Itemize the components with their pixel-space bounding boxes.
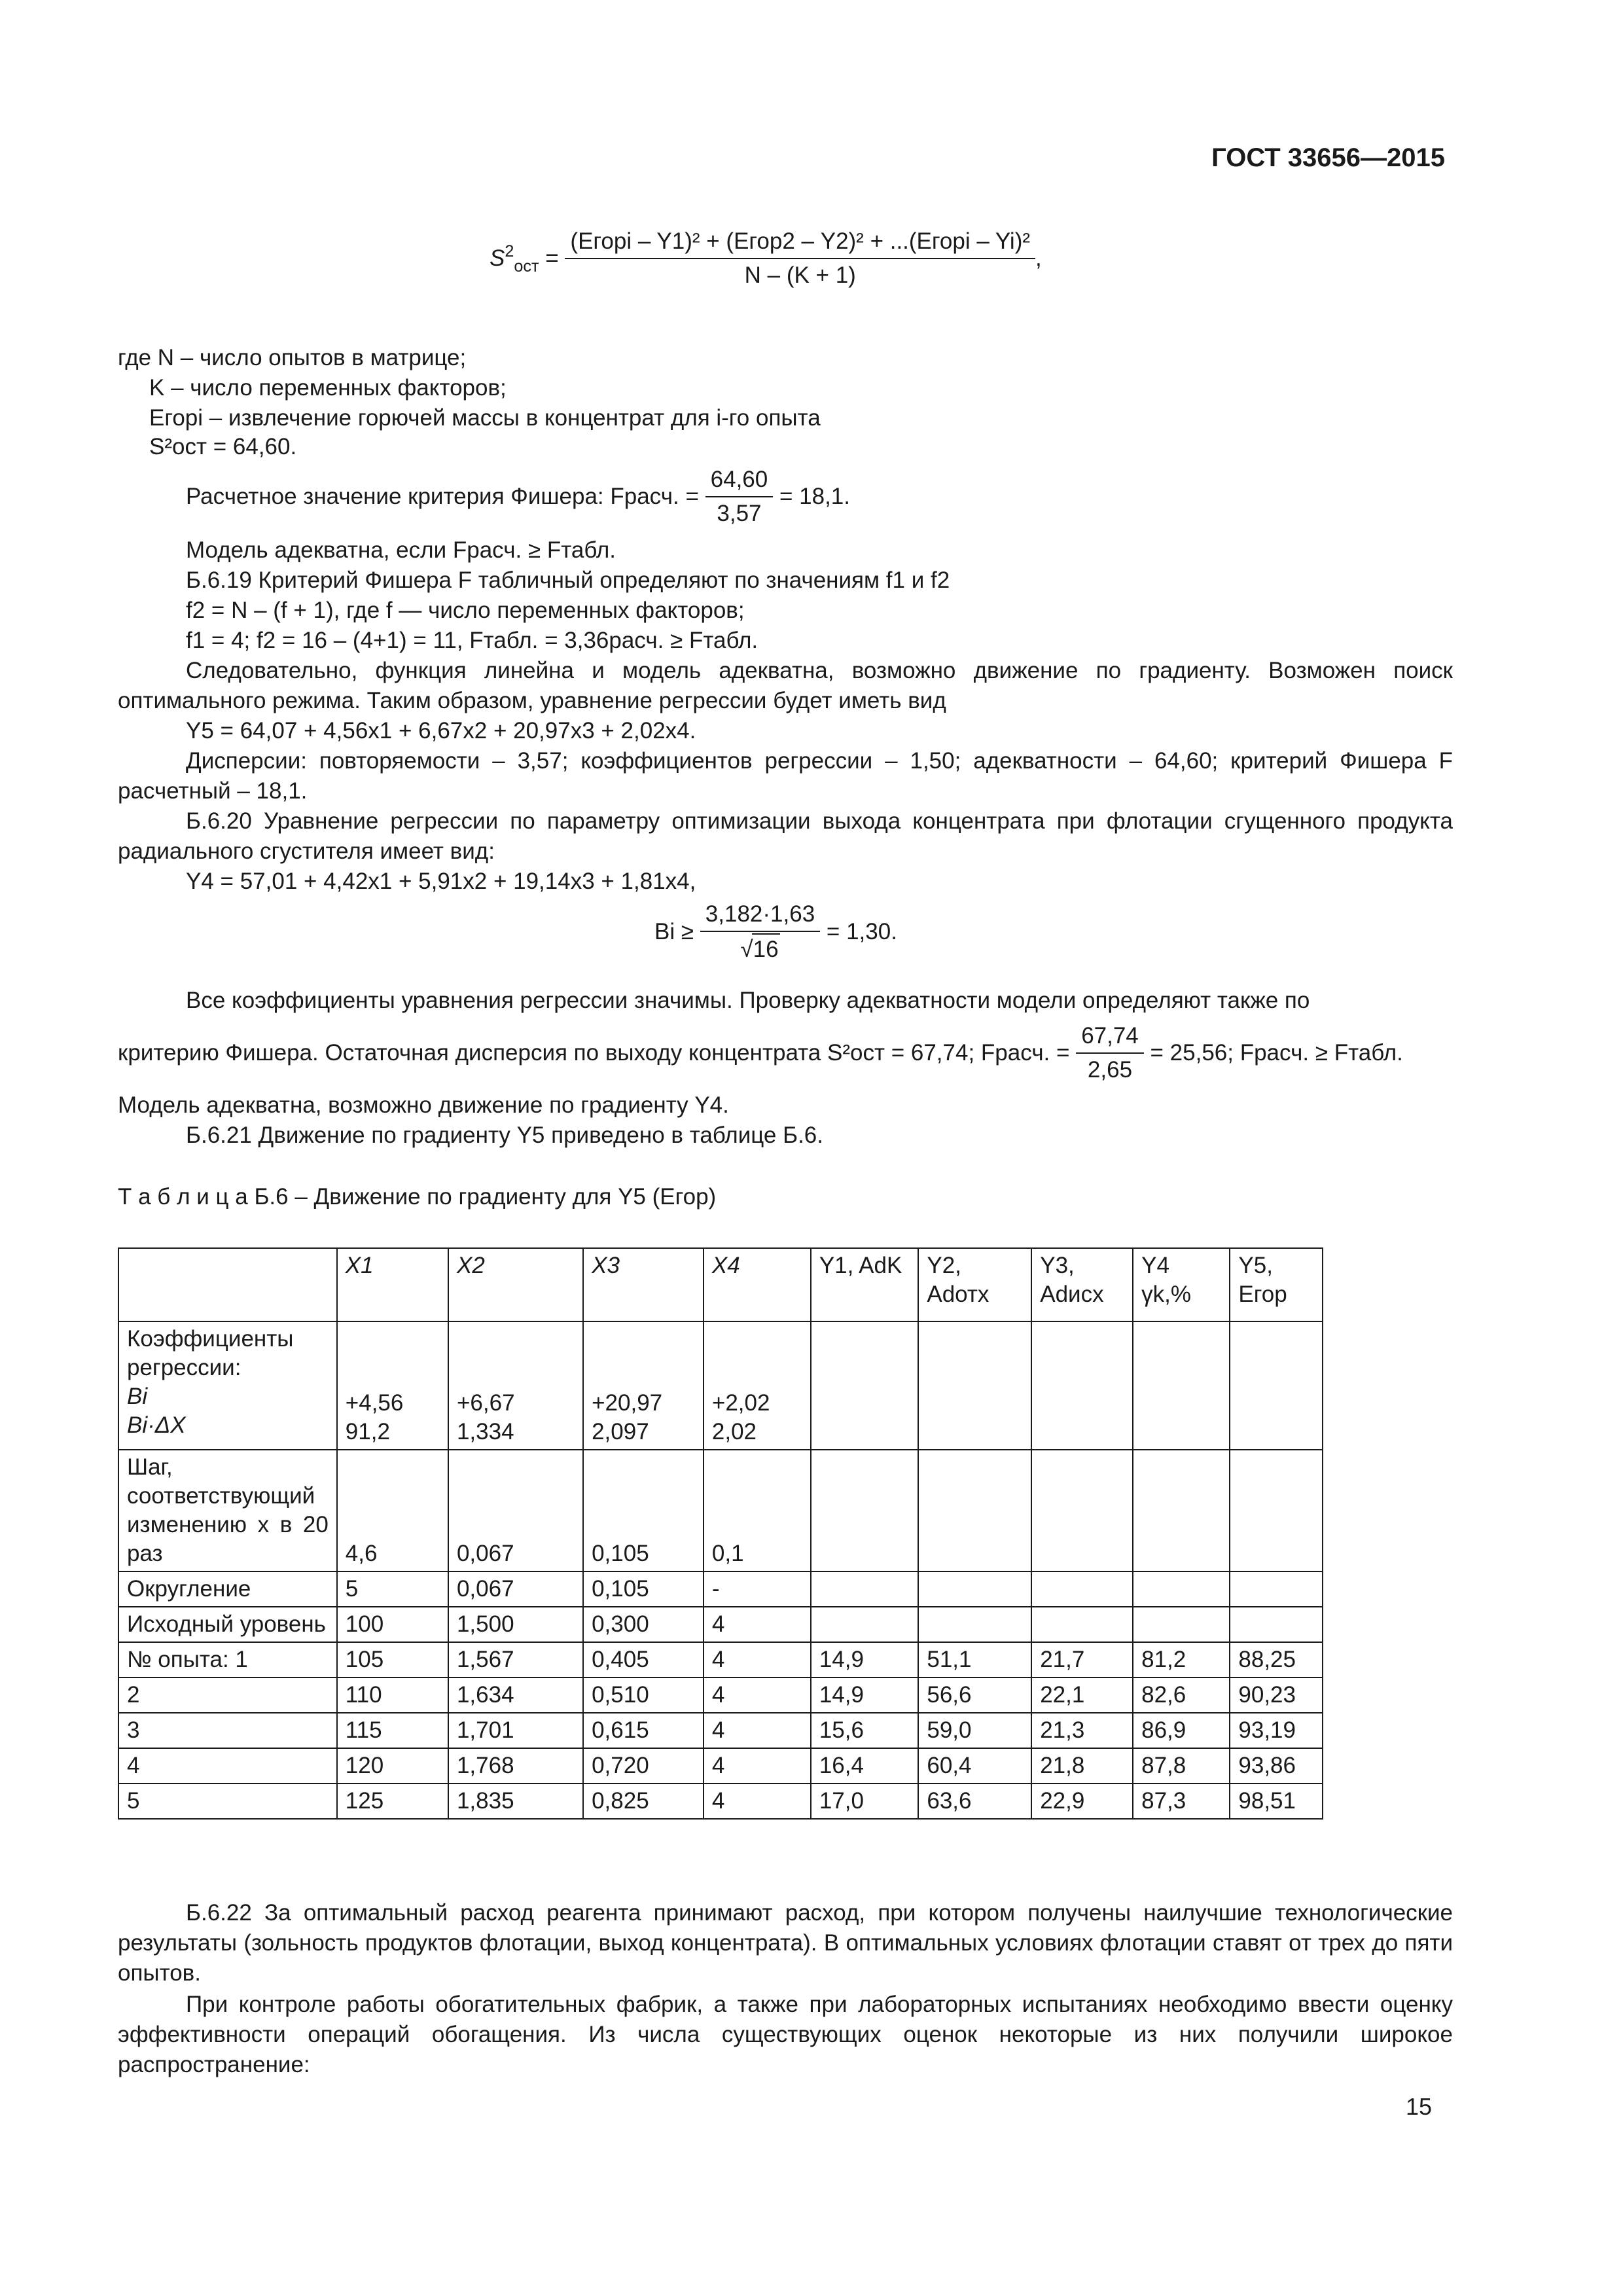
table-cell [1230, 1607, 1323, 1642]
formula-denominator: N – (K + 1) [744, 262, 856, 288]
where-k: K – число переменных факторов; [149, 375, 507, 401]
paragraph-control: При контроле работы обогатительных фабрик, а также при лабораторных испытаниях необходимо ввести оценку эффективности операций обогащения. Из числа существующих оценок некоторые из них получили широкое распространение: [118, 1992, 1453, 2077]
table-cell: 0,067 [448, 1571, 583, 1607]
gradient-table [118, 1247, 1323, 1820]
table-header-cell: Y4 γk,% [1133, 1248, 1230, 1321]
where-n: где N – число опытов в матрице; [118, 345, 467, 370]
table-cell [1031, 1607, 1133, 1642]
table-cell: 98,51 [1230, 1784, 1323, 1819]
table-row [118, 1642, 1323, 1677]
table-cell [1031, 1321, 1133, 1450]
paragraph-f1: f1 = 4; f2 = 16 – (4+1) = 11, Fтабл. = 3,36расч. ≥ Fтабл. [186, 628, 758, 653]
table-cell: 0,105 [583, 1450, 704, 1571]
table-cell [811, 1607, 919, 1642]
table-cell-label: 2 [118, 1677, 337, 1713]
table-cell [1133, 1607, 1230, 1642]
table-cell: 14,9 [811, 1642, 919, 1677]
paragraph-b621: Б.6.21 Движение по градиенту Y5 приведено в таблице Б.6. [186, 1122, 823, 1148]
paragraph-adequate2: Модель адекватна, возможно движение по градиенту Y4. [118, 1092, 729, 1118]
table-cell: 63,6 [918, 1784, 1031, 1819]
table-cell: 22,1 [1031, 1677, 1133, 1713]
paragraph-b620: Б.6.20 Уравнение регрессии по параметру оптимизации выхода концентрата при флотации сгущенного продукта радиального сгустителя имеет вид: [118, 808, 1453, 864]
formula-residual-variance: $S^2_{ост}$ = $\frac{\text{(Eгорi – Y1)² + (Eгор2 – Y2)² + ...(Eгорi – Yi)²}}{N - (K + 1)}$ , [490, 226, 1042, 291]
table-header-cell: X1 [337, 1248, 448, 1321]
table-cell-label: Шаг, соответствующий изменению x в 20 раз [118, 1450, 337, 1571]
table-header-cell: Y3, Adисх [1031, 1248, 1133, 1321]
table-cell [918, 1607, 1031, 1642]
table-cell: 115 [337, 1713, 448, 1748]
where-e: Eгорi – извлечение горючей массы в концентрат для i-го опыта [149, 405, 821, 431]
table-cell-label: 3 [118, 1713, 337, 1748]
table-row-initial [118, 1607, 1323, 1642]
table-cell: 110 [337, 1677, 448, 1713]
where-s2: S²ост = 64,60. [149, 434, 297, 459]
table-cell [1031, 1571, 1133, 1607]
table-cell: 4,6 [337, 1450, 448, 1571]
table-cell: 15,6 [811, 1713, 919, 1748]
table-cell: 82,6 [1133, 1677, 1230, 1713]
paragraph-consequently: Следовательно, функция линейна и модель адекватна, возможно движение по градиенту. Возможен поиск оптимального режима. Таким образом, уравнение регрессии будет иметь вид [118, 658, 1453, 713]
paragraph-adequate: Модель адекватна, если Fрасч. ≥ Fтабл. [186, 537, 616, 563]
table-cell [918, 1321, 1031, 1450]
table-cell: - [704, 1571, 811, 1607]
table-cell: +20,97 2,097 [583, 1321, 704, 1450]
table-cell [1133, 1571, 1230, 1607]
table-cell: 1,634 [448, 1677, 583, 1713]
table-cell: 87,3 [1133, 1784, 1230, 1819]
equation-y5: Y5 = 64,07 + 4,56x1 + 6,67x2 + 20,97x3 + 2,02x4. [186, 718, 696, 744]
table-row [118, 1784, 1323, 1819]
table-row [118, 1748, 1323, 1784]
paragraph-all-coef: Все коэффициенты уравнения регрессии значимы. Проверку адекватности модели определяют также по [186, 988, 1310, 1013]
table-cell: 90,23 [1230, 1677, 1323, 1713]
table-cell: 4 [704, 1713, 811, 1748]
table-cell: 16,4 [811, 1748, 919, 1784]
table-cell: 120 [337, 1748, 448, 1784]
table-cell: 21,7 [1031, 1642, 1133, 1677]
table-cell: 87,8 [1133, 1748, 1230, 1784]
table-cell: 0,720 [583, 1748, 704, 1784]
table-cell: 0,510 [583, 1677, 704, 1713]
table-cell: 125 [337, 1784, 448, 1819]
table-cell: 4 [704, 1607, 811, 1642]
table-cell: 1,567 [448, 1642, 583, 1677]
fisher-calc: Расчетное значение критерия Фишера: Fрасч. = $\frac{64,60}{3,57}$ = 18,1. [186, 465, 850, 529]
table-header-row [118, 1248, 1323, 1321]
table-cell [811, 1571, 919, 1607]
table-cell: 4 [704, 1677, 811, 1713]
paragraph-fisher2: критерию Фишера. Остаточная дисперсия по выходу концентрата S²ост = 67,74; Fрасч. = $\frac{67,74}{2,65}$ = 25,56; Fрасч. ≥ Fтабл. [118, 1021, 1403, 1085]
table-header-cell: Y5, Eгор [1230, 1248, 1323, 1321]
table-cell-label: Округление [118, 1571, 337, 1607]
formula-bi: Bi ≥ $\frac{3,182\cdot 1,63}{√16}$ = 1,30. [654, 899, 897, 965]
table-cell: 51,1 [918, 1642, 1031, 1677]
table-cell: 0,405 [583, 1642, 704, 1677]
table-cell: 21,8 [1031, 1748, 1133, 1784]
table-cell: 1,500 [448, 1607, 583, 1642]
table-cell-label: 4 [118, 1748, 337, 1784]
formula-numerator: (Eгорi – Y1)² + (Eгор2 – Y2)² + ...(Eгорi – Yi)² [565, 226, 1035, 259]
table-cell: 22,9 [1031, 1784, 1133, 1819]
table-cell: 0,1 [704, 1450, 811, 1571]
table-cell: 4 [704, 1642, 811, 1677]
table-cell: 88,25 [1230, 1642, 1323, 1677]
table-cell: 1,835 [448, 1784, 583, 1819]
paragraph-f2: f2 = N – (f + 1), где f — число переменных факторов; [186, 598, 745, 623]
table-cell-label: Коэффициенты регрессии: Bi Bi·ΔX [118, 1321, 337, 1450]
table-cell [1133, 1321, 1230, 1450]
table-cell: +6,67 1,334 [448, 1321, 583, 1450]
table-cell: +2,02 2,02 [704, 1321, 811, 1450]
table-cell: 14,9 [811, 1677, 919, 1713]
table-cell: +4,56 91,2 [337, 1321, 448, 1450]
table-cell [811, 1321, 919, 1450]
table-cell-label: 5 [118, 1784, 337, 1819]
table-header-cell: Y1, AdK [811, 1248, 919, 1321]
table-cell: 0,615 [583, 1713, 704, 1748]
table-row [118, 1713, 1323, 1748]
table-cell: 86,9 [1133, 1713, 1230, 1748]
table-cell: 0,300 [583, 1607, 704, 1642]
paragraph-dispersions: Дисперсии: повторяемости – 3,57; коэффициентов регрессии – 1,50; адекватности – 64,60; критерий Фишера F расчетный – 18,1. [118, 748, 1453, 804]
table-cell: 21,3 [1031, 1713, 1133, 1748]
paragraph-b622: Б.6.22 За оптимальный расход реагента принимают расход, при котором получены наилучшие технологические результаты (зольность продуктов флотации, выход концентрата). В оптимальных условиях флотации ставят от трех до пяти опытов. [118, 1900, 1453, 1986]
table-cell: 4 [704, 1748, 811, 1784]
table-row-step [118, 1450, 1323, 1571]
page-number: 15 [1405, 2093, 1432, 2120]
table-cell: 5 [337, 1571, 448, 1607]
table-cell: 81,2 [1133, 1642, 1230, 1677]
table-row-coefficients [118, 1321, 1323, 1450]
table-cell [1031, 1450, 1133, 1571]
table-cell: 0,067 [448, 1450, 583, 1571]
table-cell [1133, 1450, 1230, 1571]
table-header-cell: Y2, Adотх [918, 1248, 1031, 1321]
table-cell: 0,105 [583, 1571, 704, 1607]
table-caption: Т а б л и ц а Б.6 – Движение по градиенту для Y5 (Eгор) [118, 1184, 717, 1210]
table-row [118, 1677, 1323, 1713]
table-cell [918, 1450, 1031, 1571]
table-cell: 56,6 [918, 1677, 1031, 1713]
table-row-rounding [118, 1571, 1323, 1607]
table-cell: 17,0 [811, 1784, 919, 1819]
table-cell [811, 1450, 919, 1571]
table-cell: 0,825 [583, 1784, 704, 1819]
table-cell: 1,701 [448, 1713, 583, 1748]
table-cell: 100 [337, 1607, 448, 1642]
paragraph-b619: Б.6.19 Критерий Фишера F табличный определяют по значениям f1 и f2 [186, 567, 950, 593]
table-cell: 93,86 [1230, 1748, 1323, 1784]
document-header: ГОСТ 33656—2015 [1211, 143, 1445, 172]
table-cell: 60,4 [918, 1748, 1031, 1784]
equation-y4: Y4 = 57,01 + 4,42x1 + 5,91x2 + 19,14x3 + 1,81x4, [186, 869, 696, 894]
table-cell: 93,19 [1230, 1713, 1323, 1748]
table-cell: 105 [337, 1642, 448, 1677]
table-cell-label: № опыта: 1 [118, 1642, 337, 1677]
table-cell [1230, 1450, 1323, 1571]
table-cell: 1,768 [448, 1748, 583, 1784]
table-header-cell [118, 1248, 337, 1321]
table-cell: 59,0 [918, 1713, 1031, 1748]
table-header-cell: X3 [583, 1248, 704, 1321]
table-cell: 4 [704, 1784, 811, 1819]
table-cell-label: Исходный уровень [118, 1607, 337, 1642]
table-cell [1230, 1571, 1323, 1607]
table-cell [918, 1571, 1031, 1607]
table-header-cell: X4 [704, 1248, 811, 1321]
table-cell [1230, 1321, 1323, 1450]
table-header-cell: X2 [448, 1248, 583, 1321]
